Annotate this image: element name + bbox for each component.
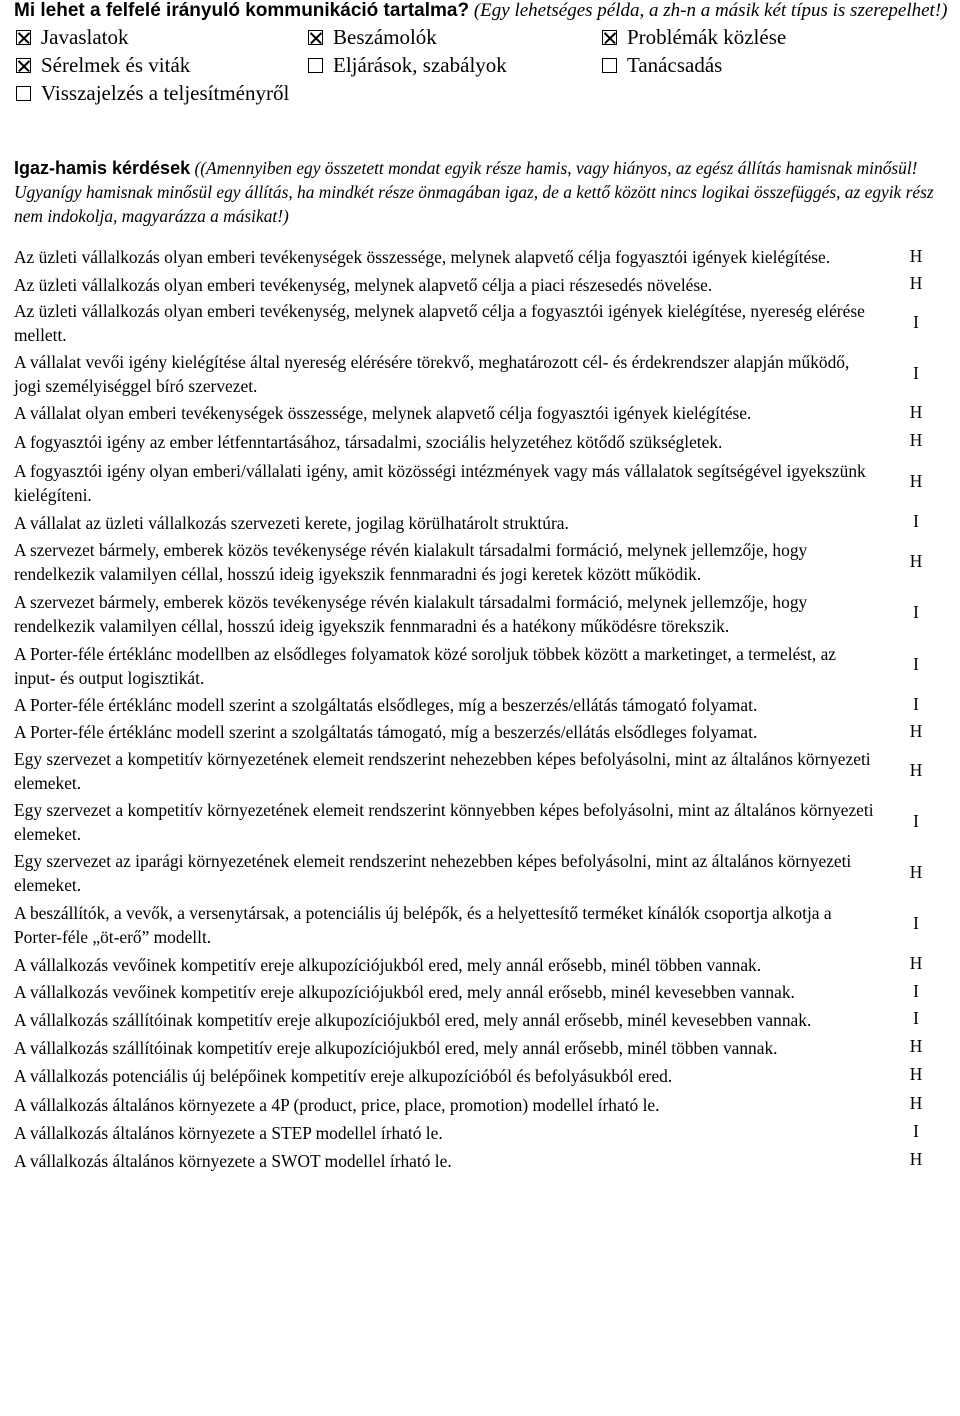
true-false-instructions: ((Amennyiben egy összetett mondat egyik része hamis, vagy hiányos, az egész állítás hamisnak minősül! Ugyanígy hamisnak minősül egy állítás, ha mindkét része önmagában igaz, de a kettő között nincs logikai összefüggés, az egyik rész nem indokolja, magyarázza a másikat!) bbox=[14, 158, 934, 226]
option-list bbox=[14, 22, 956, 108]
true-false-title: Igaz-hamis kérdések bbox=[14, 158, 191, 178]
statement-row bbox=[14, 1088, 956, 1117]
statement-row bbox=[14, 1145, 956, 1173]
statement-text: A fogyasztói igény olyan emberi/vállalati igény, amit közösségi intézmények vagy más vállalatok segítségével igyekszünk kielégíteni. bbox=[14, 461, 866, 505]
checkbox-icon[interactable] bbox=[308, 58, 323, 73]
statement-text: A szervezet bármely, emberek közös tevékenysége révén kialakult társadalmi formáció, melynek jellemzője, hogy rendelkezik valamilyen céllal, hosszú ideig igyekszik fennmaradni és jogi keretek között működik. bbox=[14, 540, 808, 584]
statement-row bbox=[14, 535, 956, 586]
statement-text: A Porter-féle értéklánc modell szerint a szolgáltatás elsődleges, míg a beszerzés/ellátás támogató folyamat. bbox=[14, 695, 758, 715]
answer-mark: H bbox=[909, 401, 923, 422]
statement-text: A Porter-féle értéklánc modell szerint a szolgáltatás támogató, míg a beszerzés/ellátás elsődleges folyamat. bbox=[14, 722, 758, 742]
answer-mark: H bbox=[909, 1036, 923, 1056]
answer-mark: I bbox=[913, 602, 919, 622]
statement-text: Egy szervezet a kompetitív környezetének elemeit rendszerint nehezebben képes befolyásolni, mint az általános környezeti elemeket. bbox=[14, 749, 871, 793]
answer-mark: H bbox=[909, 470, 923, 491]
option-label: Javaslatok bbox=[41, 25, 129, 49]
statement-text: A vállalkozás általános környezete a SWOT modellel írható le. bbox=[14, 1151, 452, 1171]
checkbox-icon[interactable] bbox=[308, 30, 323, 45]
question-note: (Egy lehetséges példa, a zh-n a másik két típus is szerepelhet!) bbox=[469, 0, 948, 21]
checkbox-icon[interactable] bbox=[602, 58, 617, 73]
statement-row bbox=[14, 507, 956, 535]
statement-row bbox=[14, 744, 956, 795]
question-title: Mi lehet a felfelé irányuló kommunikáció tartalma? bbox=[14, 0, 470, 21]
statement-text: A vállalat az üzleti vállalkozás szervezeti kerete, jogilag körülhatárolt struktúra. bbox=[14, 513, 569, 533]
answer-mark: I bbox=[913, 980, 919, 1001]
answer-mark: I bbox=[913, 1121, 919, 1141]
option-label: Tanácsadás bbox=[627, 53, 723, 77]
answer-mark: H bbox=[909, 720, 923, 741]
statement-text: A vállalkozás általános környezete a STEP modellel írható le. bbox=[14, 1123, 443, 1143]
statement-text: A beszállítók, a vevők, a versenytársak, a potenciális új belépők, és a helyettesítő terméket kínálók csoportja alkotja a Porter-féle „öt-erő” modellt. bbox=[14, 903, 832, 947]
answer-mark: H bbox=[909, 1092, 923, 1113]
option-label: Sérelmek és viták bbox=[41, 53, 191, 77]
statement-text: A vállalkozás szállítóinak kompetitív ereje alkupozíciójukból ered, mely annál erősebb, minél kevesebben vannak. bbox=[14, 1010, 812, 1030]
option-item[interactable] bbox=[16, 24, 128, 50]
statement-row bbox=[14, 1117, 956, 1145]
statement-row bbox=[14, 949, 956, 977]
statement-row bbox=[14, 297, 956, 347]
statement-text: A vállalkozás szállítóinak kompetitív ereje alkupozíciójukból ered, mely annál erősebb, minél többen vannak. bbox=[14, 1038, 778, 1058]
statement-text: Az üzleti vállalkozás olyan emberi tevékenység, melynek alapvető célja a piaci részesedés növelése. bbox=[14, 275, 713, 295]
answer-mark: I bbox=[913, 362, 919, 383]
answer-mark: I bbox=[913, 654, 919, 674]
statement-row bbox=[14, 638, 956, 690]
option-item[interactable] bbox=[308, 52, 507, 78]
option-item[interactable] bbox=[602, 52, 722, 78]
answer-mark: H bbox=[909, 1149, 923, 1169]
statement-text: A vállalat vevői igény kielégítése által nyereség elérésére törekvő, meghatározott cél- és érdekrendszer alapján működő, jogi személyiséggel bíró szervezet. bbox=[14, 352, 850, 396]
statement-row bbox=[14, 795, 956, 846]
statement-row bbox=[14, 977, 956, 1004]
answer-mark: H bbox=[909, 273, 923, 293]
statement-row bbox=[14, 1060, 956, 1088]
answer-mark: H bbox=[909, 759, 923, 780]
document-page bbox=[14, 0, 956, 1173]
statement-text: Egy szervezet az iparági környezetének elemeit rendszerint nehezebben képes befolyásolni, mint az általános környezeti elemeket. bbox=[14, 851, 852, 895]
checkbox-icon[interactable] bbox=[602, 30, 617, 45]
statement-row bbox=[14, 586, 956, 638]
question-heading bbox=[14, 0, 956, 22]
answer-mark: H bbox=[909, 429, 923, 450]
statement-text: A Porter-féle értéklánc modellben az elsődleges folyamatok közé soroljuk többek között a marketinget, a termelést, az input- és output logisztikát. bbox=[14, 644, 837, 688]
statement-row bbox=[14, 846, 956, 897]
option-item[interactable] bbox=[16, 52, 190, 78]
option-item[interactable] bbox=[602, 24, 786, 50]
statement-text: A vállalkozás potenciális új belépőinek kompetitív ereje alkupozícióból és befolyásukból ered. bbox=[14, 1066, 673, 1086]
statement-row bbox=[14, 1004, 956, 1032]
option-label: Visszajelzés a teljesítményről bbox=[41, 81, 290, 105]
statement-row bbox=[14, 1032, 956, 1060]
statement-text: A fogyasztói igény az ember létfenntartásához, társadalmi, szociális helyzetéhez kötődő szükségletek. bbox=[14, 432, 723, 452]
checkbox-icon[interactable] bbox=[16, 58, 31, 73]
statement-row bbox=[14, 242, 956, 269]
statement-row bbox=[14, 717, 956, 744]
option-item[interactable] bbox=[308, 24, 437, 50]
statement-row bbox=[14, 347, 956, 398]
statement-text: A vállalkozás vevőinek kompetitív ereje alkupozíciójukból ered, mely annál erősebb, minél kevesebben vannak. bbox=[14, 982, 795, 1002]
statement-row bbox=[14, 398, 956, 425]
answer-mark: I bbox=[913, 810, 919, 831]
answer-mark: H bbox=[909, 550, 923, 571]
statement-row bbox=[14, 269, 956, 297]
option-label: Problémák közlése bbox=[627, 25, 787, 49]
statement-row bbox=[14, 454, 956, 507]
statement-text: A vállalkozás vevőinek kompetitív ereje alkupozíciójukból ered, mely annál erősebb, minél többen vannak. bbox=[14, 955, 762, 975]
statement-row bbox=[14, 690, 956, 717]
statement-text: A vállalat olyan emberi tevékenységek összessége, melynek alapvető célja fogyasztói igények kielégítése. bbox=[14, 403, 752, 423]
statement-text: Egy szervezet a kompetitív környezetének elemeit rendszerint könnyebben képes befolyásolni, mint az általános környezeti elemeket. bbox=[14, 800, 874, 844]
answer-mark: H bbox=[909, 953, 923, 973]
statement-text: Az üzleti vállalkozás olyan emberi tevékenységek összessége, melynek alapvető célja fogyasztói igények kielégítése. bbox=[14, 247, 831, 267]
option-item[interactable] bbox=[16, 80, 289, 106]
answer-mark: I bbox=[913, 693, 919, 714]
statement-table bbox=[14, 242, 956, 1173]
answer-mark: I bbox=[913, 312, 919, 332]
option-label: Beszámolók bbox=[333, 25, 437, 49]
answer-mark: H bbox=[909, 861, 923, 882]
answer-mark: H bbox=[909, 1064, 923, 1084]
answer-mark: H bbox=[909, 245, 923, 266]
statement-text: Az üzleti vállalkozás olyan emberi tevékenység, melynek alapvető célja a fogyasztói igények kielégítése, nyereség elérése mellett. bbox=[14, 301, 865, 345]
option-label: Eljárások, szabályok bbox=[333, 53, 507, 77]
statement-row bbox=[14, 897, 956, 949]
answer-mark: I bbox=[913, 913, 919, 933]
statement-row bbox=[14, 425, 956, 454]
checkbox-icon[interactable] bbox=[16, 30, 31, 45]
statement-text: A szervezet bármely, emberek közös tevékenysége révén kialakult társadalmi formáció, melynek jellemzője, hogy rendelkezik valamilyen céllal, hosszú ideig igyekszik fennmaradni és a hatékony működésre törekszik. bbox=[14, 592, 808, 636]
true-false-heading bbox=[14, 156, 956, 228]
checkbox-icon[interactable] bbox=[16, 86, 31, 101]
answer-mark: I bbox=[913, 511, 919, 531]
statement-text: A vállalkozás általános környezete a 4P (product, price, place, promotion) modellel írható le. bbox=[14, 1095, 660, 1115]
answer-mark: I bbox=[913, 1008, 919, 1028]
